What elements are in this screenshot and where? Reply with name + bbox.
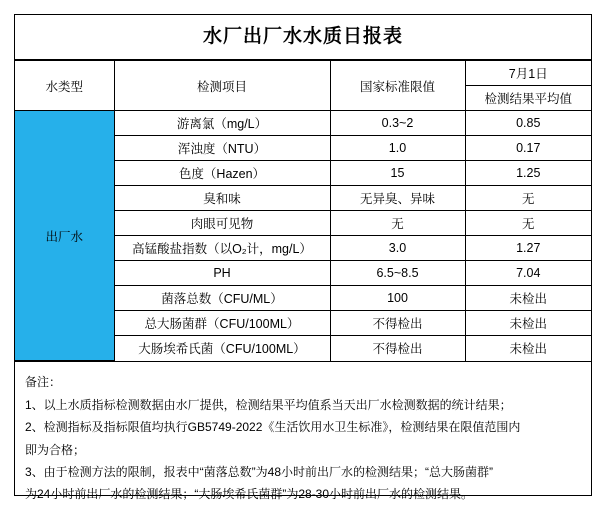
remark-label: 备注： (25, 375, 62, 389)
item-result: 1.25 (465, 161, 591, 186)
item-standard: 无 (330, 211, 465, 236)
table-header-row (15, 61, 591, 86)
item-name: 高锰酸盐指数（以O₂计，mg/L） (114, 236, 330, 261)
item-standard: 0.3~2 (330, 111, 465, 136)
item-result: 未检出 (465, 286, 591, 311)
item-name: 大肠埃希氏菌（CFU/100ML） (114, 336, 330, 361)
page-title: 水厂出厂水水质日报表 (15, 15, 591, 60)
water-type-value: 出厂水 (15, 111, 114, 361)
item-name: 游离氯（mg/L） (114, 111, 330, 136)
item-name: 色度（Hazen） (114, 161, 330, 186)
item-result: 未检出 (465, 311, 591, 336)
item-standard: 100 (330, 286, 465, 311)
column-header-item: 检测项目 (114, 61, 330, 111)
item-standard: 1.0 (330, 136, 465, 161)
item-result: 无 (465, 186, 591, 211)
item-name: 浑浊度（NTU） (114, 136, 330, 161)
item-standard: 15 (330, 161, 465, 186)
item-name: 菌落总数（CFU/ML） (114, 286, 330, 311)
item-result: 未检出 (465, 336, 591, 361)
item-standard: 无异臭、异味 (330, 186, 465, 211)
column-header-result-avg: 检测结果平均值 (465, 86, 591, 111)
water-quality-table (15, 60, 591, 361)
item-result: 0.17 (465, 136, 591, 161)
column-header-standard: 国家标准限值 (330, 61, 465, 111)
item-name: 肉眼可见物 (114, 211, 330, 236)
item-standard: 6.5~8.5 (330, 261, 465, 286)
item-result: 无 (465, 211, 591, 236)
column-header-water-type: 水类型 (15, 61, 114, 111)
remark-line: 为24小时前出厂水的检测结果；“大肠埃希氏菌群”为28-30小时前出厂水的检测结果。 (25, 486, 474, 501)
remark-block (15, 361, 591, 505)
remark-line: 1、以上水质指标检测数据由水厂提供，检测结果平均值系当天出厂水检测数据的统计结果； (25, 398, 512, 413)
item-standard: 3.0 (330, 236, 465, 261)
item-standard: 不得检出 (330, 311, 465, 336)
item-name: 臭和味 (114, 186, 330, 211)
item-name: PH (114, 261, 330, 286)
item-name: 总大肠菌群（CFU/100ML） (114, 311, 330, 336)
column-header-date: 7月1日 (465, 61, 591, 86)
remark-line: 2、检测指标及指标限值均执行GB5749-2022《生活饮用水卫生标准》，检测结果在限值范围内 (25, 420, 521, 435)
item-result: 0.85 (465, 111, 591, 136)
item-result: 7.04 (465, 261, 591, 286)
remark-line: 即为合格； (25, 442, 86, 457)
item-result: 1.27 (465, 236, 591, 261)
item-standard: 不得检出 (330, 336, 465, 361)
report-sheet (14, 14, 592, 501)
remark-line: 3、由于检测方法的限制，报表中“菌落总数”为48小时前出厂水的检测结果；“总大肠菌群” (25, 464, 494, 479)
table-row (15, 111, 591, 136)
